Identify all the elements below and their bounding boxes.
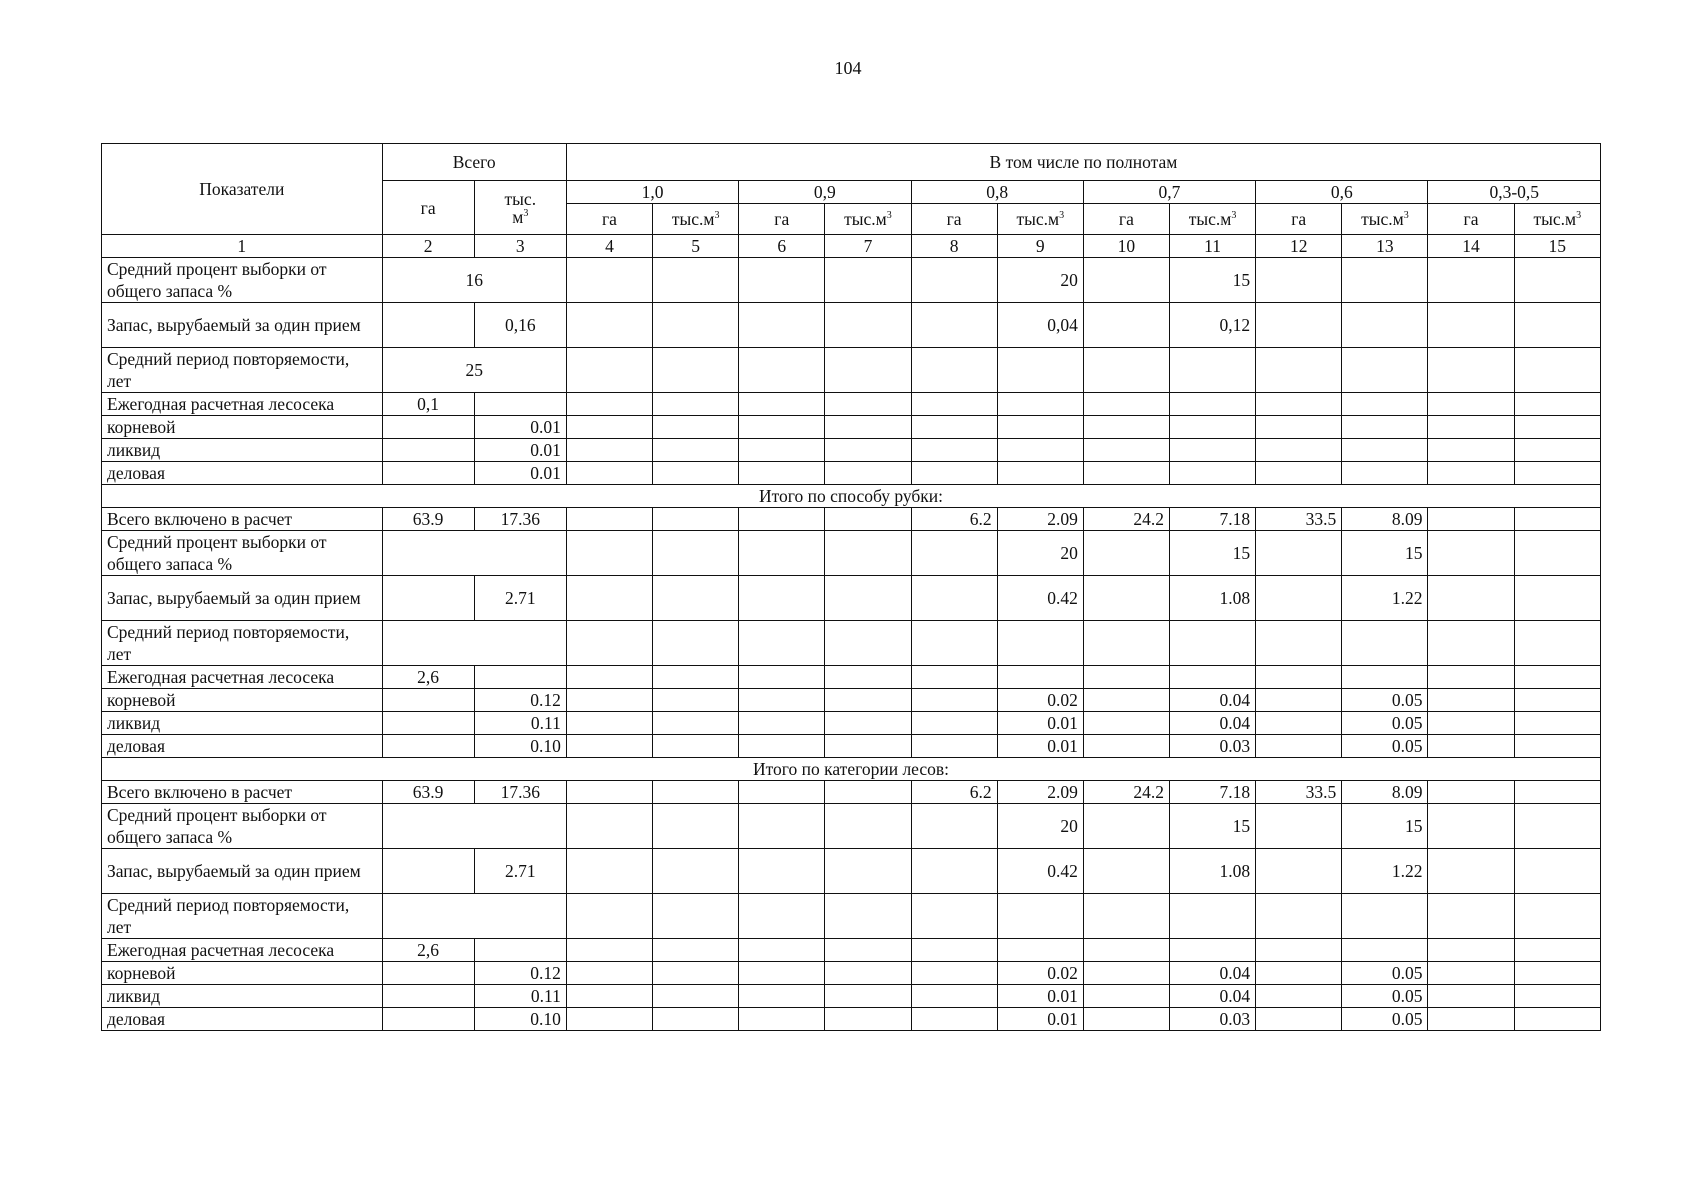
density-0-3-0-5: 0,3-0,5 <box>1428 181 1601 204</box>
table-row <box>102 894 1601 939</box>
cell: 0.12 <box>474 689 566 712</box>
table-row <box>102 576 1601 621</box>
col-num: 13 <box>1342 235 1428 258</box>
col-num: 5 <box>653 235 739 258</box>
cell: 7.18 <box>1169 508 1255 531</box>
table-row <box>102 735 1601 758</box>
table-row <box>102 621 1601 666</box>
col-num: 11 <box>1169 235 1255 258</box>
cell: 15 <box>1169 258 1255 303</box>
cell: 0,1 <box>382 393 474 416</box>
cell: 6.2 <box>911 508 997 531</box>
cell: 0.01 <box>997 712 1083 735</box>
cell: 1.22 <box>1342 576 1428 621</box>
row-label: Средний период повторяемости, лет <box>102 621 383 666</box>
col-num: 6 <box>739 235 825 258</box>
unit-ha: га <box>566 204 652 235</box>
cell: 0.02 <box>997 962 1083 985</box>
cell: 24.2 <box>1083 781 1169 804</box>
unit-vol: $тыс.м^3$ <box>1342 204 1428 235</box>
cell: 1.08 <box>1169 849 1255 894</box>
cell: 8.09 <box>1342 781 1428 804</box>
page-number: 104 <box>834 58 862 78</box>
cutting-table <box>101 143 1601 1031</box>
row-label: корневой <box>102 962 383 985</box>
header-total: Всего <box>382 144 566 181</box>
table-row <box>102 508 1601 531</box>
cell: 1.08 <box>1169 576 1255 621</box>
row-label: Средний процент выборки от общего запаса % <box>102 258 383 303</box>
col-num: 4 <box>566 235 652 258</box>
cell: 0.02 <box>997 689 1083 712</box>
row-label: Всего включено в расчет <box>102 508 383 531</box>
cell: 2,6 <box>382 666 474 689</box>
table-row <box>102 804 1601 849</box>
cell: 0,16 <box>474 303 566 348</box>
row-label: корневой <box>102 689 383 712</box>
cell: 8.09 <box>1342 508 1428 531</box>
table-row <box>102 666 1601 689</box>
cell: 2.09 <box>997 508 1083 531</box>
cell: 20 <box>997 258 1083 303</box>
unit-vol: $тыс.м^3$ <box>1514 204 1600 235</box>
table-row <box>102 1008 1601 1031</box>
section-title: Итого по категории лесов: <box>102 758 1601 781</box>
cell: 7.18 <box>1169 781 1255 804</box>
cell: 0.05 <box>1342 712 1428 735</box>
cell: 17.36 <box>474 781 566 804</box>
row-label: Всего включено в расчет <box>102 781 383 804</box>
header-by-density: В том числе по полнотам <box>566 144 1600 181</box>
cell: 0.11 <box>474 985 566 1008</box>
table-row <box>102 258 1601 303</box>
cell: 0.42 <box>997 576 1083 621</box>
col-num: 14 <box>1428 235 1514 258</box>
col-num: 8 <box>911 235 997 258</box>
col-num: 2 <box>382 235 474 258</box>
cell: 0.05 <box>1342 1008 1428 1031</box>
cell: 25 <box>382 348 566 393</box>
density-0-6: 0,6 <box>1256 181 1428 204</box>
cell: 63.9 <box>382 781 474 804</box>
table-row <box>102 781 1601 804</box>
cell: 0.11 <box>474 712 566 735</box>
density-0-8: 0,8 <box>911 181 1083 204</box>
row-label: корневой <box>102 416 383 439</box>
cell: 0.10 <box>474 735 566 758</box>
row-label: Средний период повторяемости, лет <box>102 894 383 939</box>
cell: 20 <box>997 531 1083 576</box>
table-row <box>102 393 1601 416</box>
cell: 0.01 <box>474 462 566 485</box>
cell: 2.71 <box>474 849 566 894</box>
cell: 0.12 <box>474 962 566 985</box>
unit-vol: $тыс.м^3$ <box>825 204 911 235</box>
cell: 0.01 <box>997 735 1083 758</box>
unit-ha: га <box>1083 204 1169 235</box>
cell: 15 <box>1342 804 1428 849</box>
col-num: 7 <box>825 235 911 258</box>
table-row <box>102 689 1601 712</box>
row-label: деловая <box>102 735 383 758</box>
cell: 0.05 <box>1342 735 1428 758</box>
cell: 15 <box>1169 531 1255 576</box>
header-total-ha: га <box>382 181 474 235</box>
cell: 0.01 <box>997 985 1083 1008</box>
table-row <box>102 531 1601 576</box>
table-row <box>102 939 1601 962</box>
col-num: 12 <box>1256 235 1342 258</box>
row-label: ликвид <box>102 712 383 735</box>
cell: 1.22 <box>1342 849 1428 894</box>
col-num: 9 <box>997 235 1083 258</box>
cell: 0.03 <box>1169 1008 1255 1031</box>
cell: 20 <box>997 804 1083 849</box>
row-label: Ежегодная расчетная лесосека <box>102 666 383 689</box>
col-num: 10 <box>1083 235 1169 258</box>
section-title-row <box>102 758 1601 781</box>
row-label: Запас, вырубаемый за один прием <box>102 303 383 348</box>
row-label: деловая <box>102 1008 383 1031</box>
row-label: ликвид <box>102 985 383 1008</box>
section-title-row <box>102 485 1601 508</box>
cell: 0.05 <box>1342 962 1428 985</box>
row-label: Ежегодная расчетная лесосека <box>102 939 383 962</box>
section-title: Итого по способу рубки: <box>102 485 1601 508</box>
table-row <box>102 712 1601 735</box>
table-row <box>102 439 1601 462</box>
cell: 0.05 <box>1342 985 1428 1008</box>
density-0-9: 0,9 <box>739 181 911 204</box>
table-row <box>102 416 1601 439</box>
col-num: 3 <box>474 235 566 258</box>
density-0-7: 0,7 <box>1083 181 1255 204</box>
cell: 0.01 <box>474 439 566 462</box>
cell: 17.36 <box>474 508 566 531</box>
col-num: 15 <box>1514 235 1600 258</box>
table-row <box>102 348 1601 393</box>
cell: 2.71 <box>474 576 566 621</box>
cell: 63.9 <box>382 508 474 531</box>
cell: 0.04 <box>1169 962 1255 985</box>
cell: 0.05 <box>1342 689 1428 712</box>
density-1-0: 1,0 <box>566 181 738 204</box>
cell: 6.2 <box>911 781 997 804</box>
row-label: Средний процент выборки от общего запаса % <box>102 804 383 849</box>
unit-vol: $тыс.м^3$ <box>1169 204 1255 235</box>
cell: 0.10 <box>474 1008 566 1031</box>
col-num: 1 <box>102 235 383 258</box>
cell: 2,6 <box>382 939 474 962</box>
table-row <box>102 962 1601 985</box>
column-number-row <box>102 235 1601 258</box>
unit-ha: га <box>739 204 825 235</box>
row-label: Запас, вырубаемый за один прием <box>102 576 383 621</box>
cell: 15 <box>1342 531 1428 576</box>
table-row <box>102 849 1601 894</box>
unit-ha: га <box>1428 204 1514 235</box>
cell: 24.2 <box>1083 508 1169 531</box>
header-total-vol: тыс. $м^3$ <box>474 181 566 235</box>
table-row <box>102 985 1601 1008</box>
unit-ha: га <box>911 204 997 235</box>
cell: 0.01 <box>997 1008 1083 1031</box>
cell: 0,04 <box>997 303 1083 348</box>
cell: 0.42 <box>997 849 1083 894</box>
cell: 0.01 <box>474 416 566 439</box>
cell: 15 <box>1169 804 1255 849</box>
table-row <box>102 462 1601 485</box>
row-label: Средний период повторяемости, лет <box>102 348 383 393</box>
unit-ha: га <box>1256 204 1342 235</box>
row-label: Запас, вырубаемый за один прием <box>102 849 383 894</box>
header-indicators: Показатели <box>102 144 383 235</box>
cell: 33.5 <box>1256 508 1342 531</box>
row-label: Ежегодная расчетная лесосека <box>102 393 383 416</box>
cell: 16 <box>382 258 566 303</box>
cell: 0.03 <box>1169 735 1255 758</box>
cell: 0.04 <box>1169 712 1255 735</box>
cell: 0.04 <box>1169 985 1255 1008</box>
row-label: Средний процент выборки от общего запаса % <box>102 531 383 576</box>
cell: 2.09 <box>997 781 1083 804</box>
cell: 33.5 <box>1256 781 1342 804</box>
table-row <box>102 303 1601 348</box>
cell: 0.04 <box>1169 689 1255 712</box>
unit-vol: $тыс.м^3$ <box>653 204 739 235</box>
cell: 0,12 <box>1169 303 1255 348</box>
row-label: ликвид <box>102 439 383 462</box>
unit-vol: $тыс.м^3$ <box>997 204 1083 235</box>
row-label: деловая <box>102 462 383 485</box>
